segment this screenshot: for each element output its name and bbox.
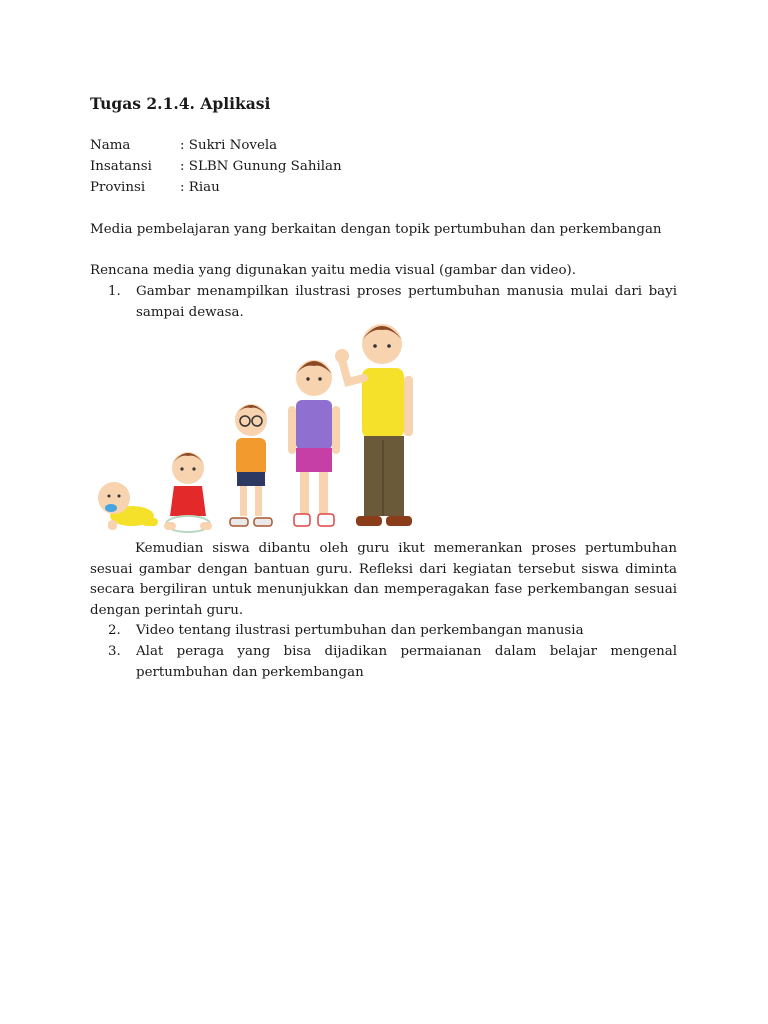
baby-figure [98, 482, 158, 530]
info-label: Provinsi [90, 180, 146, 195]
topic-line: Media pembelajaran yang berkaitan dengan topik pertumbuhan dan perkembangan [90, 222, 662, 237]
list-number: 1. [108, 284, 121, 299]
info-row-instansi [90, 158, 342, 176]
list-number: 2. [108, 623, 121, 638]
plan-intro: Rencana media yang digunakan yaitu media visual (gambar dan video). [90, 263, 577, 278]
child-figure [230, 404, 272, 526]
list-item-text: Video tentang ilustrasi pertumbuhan dan perkembangan manusia [136, 623, 584, 638]
info-row-nama [90, 137, 277, 155]
info-value: : Sukri Novela [180, 138, 278, 153]
info-label: Nama [90, 138, 131, 153]
info-row-provinsi [90, 179, 220, 197]
list-item-text: Alat peraga yang bisa dijadikan permaianan dalam belajar mengenal pertumbuhan dan perkembangan [136, 644, 677, 680]
toddler-figure [164, 452, 212, 532]
list-item-text: Gambar menampilkan ilustrasi proses pertumbuhan manusia mulai dari bayi sampai dewasa. [136, 284, 677, 320]
info-value: : Riau [180, 180, 220, 195]
adult-figure [335, 324, 413, 526]
document-title: Tugas 2.1.4. Aplikasi [90, 94, 271, 113]
info-label: Insatansi [90, 159, 152, 174]
human-growth-stages-illustration [90, 322, 430, 542]
body-paragraph: Kemudian siswa dibantu oleh guru ikut memerankan proses pertumbuhan sesuai gambar dengan bantuan guru. Refleksi dari kegiatan tersebut siswa diminta secara bergiliran untuk menunjukkan dan memperagakan fase perkembangan sesuai dengan perintah guru. [90, 541, 677, 618]
info-value: : SLBN Gunung Sahilan [180, 159, 342, 174]
preteen-figure [288, 360, 340, 526]
list-number: 3. [108, 644, 121, 659]
